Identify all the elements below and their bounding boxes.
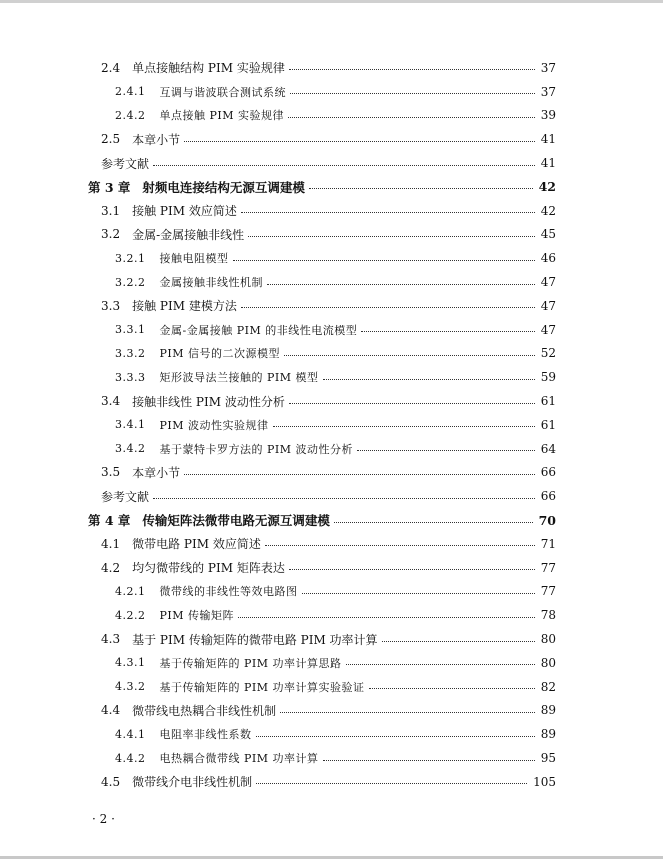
- toc-entry-row[interactable]: [88, 675, 556, 699]
- toc-entry-page: 89: [540, 703, 556, 718]
- toc-entry-title: PIM 波动性实验规律: [159, 418, 269, 432]
- toc-entry-page: 45: [540, 227, 556, 242]
- toc-entry-row[interactable]: [88, 770, 556, 794]
- toc-entry-title: 接触 PIM 建模方法: [132, 299, 237, 314]
- toc-entry-page: 82: [540, 679, 556, 694]
- toc-entry-row[interactable]: [88, 151, 556, 175]
- toc-entry-number: 4.4: [101, 703, 121, 718]
- toc-entry-title: 金属接触非线性机制: [159, 276, 263, 290]
- toc-entry-row[interactable]: [88, 484, 556, 508]
- toc-entry-page: 77: [540, 584, 556, 599]
- toc-entry-title: 本章小节: [132, 465, 181, 480]
- toc-entry-number: 4.2.2: [115, 608, 146, 622]
- toc-dot-leader: [248, 236, 535, 237]
- toc-entry-page: 78: [540, 608, 556, 623]
- toc-entry-number: 2.4: [101, 60, 121, 75]
- toc-dot-leader: [289, 569, 535, 570]
- toc-entry-number: 4.2.1: [115, 584, 146, 598]
- toc-entry-title: 接触电阻模型: [159, 252, 229, 266]
- toc-dot-leader: [233, 260, 535, 261]
- toc-entry-row[interactable]: [88, 413, 556, 437]
- toc-entry-page: 64: [540, 441, 556, 456]
- toc-dot-leader: [273, 426, 535, 427]
- toc-entry-title: 基于传输矩阵的 PIM 功率计算实验验证: [159, 680, 365, 694]
- toc-dot-leader: [290, 93, 535, 94]
- toc-entry-number: 3.4: [101, 394, 121, 409]
- toc-entry-title: 本章小节: [132, 132, 181, 147]
- toc-entry-page: 47: [540, 322, 556, 337]
- toc-entry-page: 37: [540, 60, 556, 75]
- toc-entry-page: 70: [538, 512, 556, 528]
- toc-dot-leader: [265, 545, 535, 546]
- toc-entry-number: 3.3.3: [115, 370, 146, 384]
- toc-entry-title: 金属-金属接触 PIM 的非线性电流模型: [159, 323, 358, 337]
- toc-entry-page: 37: [540, 84, 556, 99]
- toc-entry-number: 4.1: [101, 536, 121, 551]
- toc-dot-leader: [346, 664, 535, 665]
- toc-entry-title: 射频电连接结构无源互调建模: [142, 179, 305, 195]
- toc-dot-leader: [323, 379, 535, 380]
- toc-entry-number: 3.2: [101, 227, 121, 242]
- toc-entry-title: 微带线介电非线性机制: [132, 775, 253, 790]
- toc-entry-title: 基于传输矩阵的 PIM 功率计算思路: [159, 656, 342, 670]
- toc-dot-leader: [361, 331, 535, 332]
- toc-entry-page: 59: [540, 370, 556, 385]
- toc-entry-page: 39: [540, 108, 556, 123]
- toc-dot-leader: [289, 403, 535, 404]
- toc-entry-number: 4.4.1: [115, 727, 146, 741]
- toc-dot-leader: [153, 498, 535, 499]
- toc-entry-title: 接触非线性 PIM 波动性分析: [132, 394, 285, 409]
- toc-entry-page: 42: [538, 179, 556, 195]
- toc-dot-leader: [302, 593, 535, 594]
- toc-entry-number: 4.4.2: [115, 751, 146, 765]
- toc-entry-title: PIM 传输矩阵: [159, 609, 235, 623]
- toc-entry-row[interactable]: [88, 461, 556, 485]
- toc-entry-row[interactable]: [88, 651, 556, 675]
- toc-entry-row[interactable]: [88, 270, 556, 294]
- toc-chapter-row[interactable]: [88, 508, 556, 532]
- toc-dot-leader: [238, 617, 535, 618]
- toc-entry-title: 参考文献: [101, 489, 150, 504]
- toc-entry-row[interactable]: [88, 389, 556, 413]
- toc-dot-leader: [256, 783, 527, 784]
- toc-entry-page: 52: [540, 346, 556, 361]
- toc-entry-title: 微带电路 PIM 效应简述: [132, 537, 261, 552]
- toc-entry-title: 电热耦合微带线 PIM 功率计算: [159, 752, 319, 765]
- toc-entry-title: 基于蒙特卡罗方法的 PIM 波动性分析: [159, 442, 354, 456]
- toc-entry-page: 95: [540, 751, 556, 765]
- toc-entry-title: 单点接触结构 PIM 实验规律: [132, 61, 285, 76]
- toc-entry-number: 4.3.2: [115, 680, 146, 694]
- toc-entry-title: 互调与谐波联合测试系统: [159, 85, 286, 99]
- toc-entry-page: 71: [540, 536, 556, 551]
- toc-entry-number: 3.3.1: [115, 323, 146, 337]
- toc-entry-row[interactable]: [88, 104, 556, 128]
- page-top-edge: [0, 0, 663, 3]
- toc-entry-row[interactable]: [88, 342, 556, 366]
- toc-dot-leader: [267, 284, 535, 285]
- toc-dot-leader: [334, 522, 533, 523]
- toc-entry-page: 47: [540, 275, 556, 290]
- toc-entry-page: 61: [540, 417, 556, 432]
- toc-dot-leader: [256, 736, 535, 737]
- toc-dot-leader: [382, 641, 535, 642]
- toc-entry-row[interactable]: [88, 199, 556, 223]
- toc-entry-number: 3.3.2: [115, 346, 146, 360]
- toc-entry-row[interactable]: [88, 294, 556, 318]
- page-number: · 2 ·: [92, 812, 115, 826]
- toc-dot-leader: [289, 69, 535, 70]
- toc-entry-number: 4.3.1: [115, 656, 146, 670]
- toc-entry-row[interactable]: [88, 246, 556, 270]
- toc-entry-page: 47: [540, 298, 556, 313]
- toc-entry-row[interactable]: [88, 80, 556, 104]
- toc-entry-page: 80: [540, 655, 556, 670]
- toc-dot-leader: [288, 117, 535, 118]
- toc-entry-title: 接触 PIM 效应简述: [132, 204, 237, 219]
- toc-dot-leader: [184, 474, 535, 475]
- toc-entry-page: 66: [540, 489, 556, 504]
- table-of-contents: [88, 56, 556, 794]
- toc-entry-row[interactable]: [88, 127, 556, 151]
- toc-entry-page: 77: [540, 560, 556, 575]
- toc-entry-title: 基于 PIM 传输矩阵的微带电路 PIM 功率计算: [132, 632, 378, 647]
- toc-dot-leader: [241, 307, 535, 308]
- toc-entry-row[interactable]: [88, 318, 556, 342]
- toc-entry-row[interactable]: [88, 365, 556, 389]
- toc-entry-row[interactable]: [88, 699, 556, 723]
- toc-entry-title: 矩形波导法兰接触的 PIM 模型: [159, 371, 319, 385]
- toc-entry-row[interactable]: [88, 437, 556, 461]
- toc-entry-number: 2.4.2: [115, 108, 146, 122]
- toc-entry-number: 3.1: [101, 203, 121, 218]
- toc-entry-number: 第 4 章: [88, 513, 131, 529]
- toc-entry-number: 3.4.2: [115, 442, 146, 456]
- toc-dot-leader: [309, 188, 533, 189]
- toc-entry-number: 3.2.2: [115, 275, 146, 289]
- toc-dot-leader: [284, 355, 535, 356]
- toc-entry-title: 微带线电热耦合非线性机制: [132, 703, 277, 718]
- toc-dot-leader: [241, 212, 535, 213]
- toc-entry-page: 89: [540, 727, 556, 742]
- toc-entry-row[interactable]: [88, 580, 556, 604]
- toc-entry-number: 3.4.1: [115, 418, 146, 432]
- toc-dot-leader: [357, 450, 535, 451]
- toc-entry-title: 单点接触 PIM 实验规律: [159, 109, 285, 123]
- toc-entry-page: 105: [533, 774, 556, 789]
- toc-chapter-row[interactable]: [88, 175, 556, 199]
- toc-entry-title: 传输矩阵法微带电路无源互调建模: [142, 513, 330, 529]
- toc-dot-leader: [323, 760, 535, 761]
- toc-entry-page: 61: [540, 394, 556, 409]
- toc-entry-row[interactable]: [88, 556, 556, 580]
- toc-entry-row[interactable]: [88, 746, 556, 770]
- toc-entry-number: 第 3 章: [88, 179, 131, 195]
- toc-entry-row[interactable]: [88, 532, 556, 556]
- toc-entry-title: 参考文献: [101, 156, 150, 171]
- toc-entry-page: 41: [540, 132, 556, 147]
- toc-entry-number: 4.3: [101, 632, 121, 647]
- toc-entry-page: 41: [540, 156, 556, 171]
- toc-entry-title: 金属-金属接触非线性: [132, 227, 245, 242]
- toc-entry-row[interactable]: [88, 627, 556, 651]
- toc-entry-row[interactable]: [88, 56, 556, 80]
- toc-entry-row[interactable]: [88, 223, 556, 247]
- toc-entry-page: 66: [540, 465, 556, 480]
- toc-entry-title: 电阻率非线性系数: [159, 728, 252, 742]
- toc-dot-leader: [153, 165, 535, 166]
- toc-entry-number: 4.5: [101, 774, 121, 789]
- toc-dot-leader: [184, 141, 535, 142]
- toc-entry-number: 2.4.1: [115, 85, 146, 99]
- toc-entry-number: 3.3: [101, 298, 121, 313]
- toc-entry-page: 80: [540, 632, 556, 647]
- toc-dot-leader: [369, 688, 535, 689]
- toc-dot-leader: [280, 712, 535, 713]
- toc-entry-row[interactable]: [88, 603, 556, 627]
- toc-entry-number: 3.2.1: [115, 251, 146, 265]
- toc-entry-row[interactable]: [88, 722, 556, 746]
- toc-entry-title: PIM 信号的二次源模型: [159, 347, 281, 361]
- toc-entry-title: 均匀微带线的 PIM 矩阵表达: [132, 561, 285, 576]
- toc-entry-number: 4.2: [101, 560, 121, 575]
- toc-entry-title: 微带线的非线性等效电路图: [159, 585, 298, 599]
- toc-entry-number: 3.5: [101, 465, 121, 480]
- toc-entry-page: 46: [540, 251, 556, 266]
- toc-entry-number: 2.5: [101, 132, 121, 147]
- toc-entry-page: 42: [540, 203, 556, 218]
